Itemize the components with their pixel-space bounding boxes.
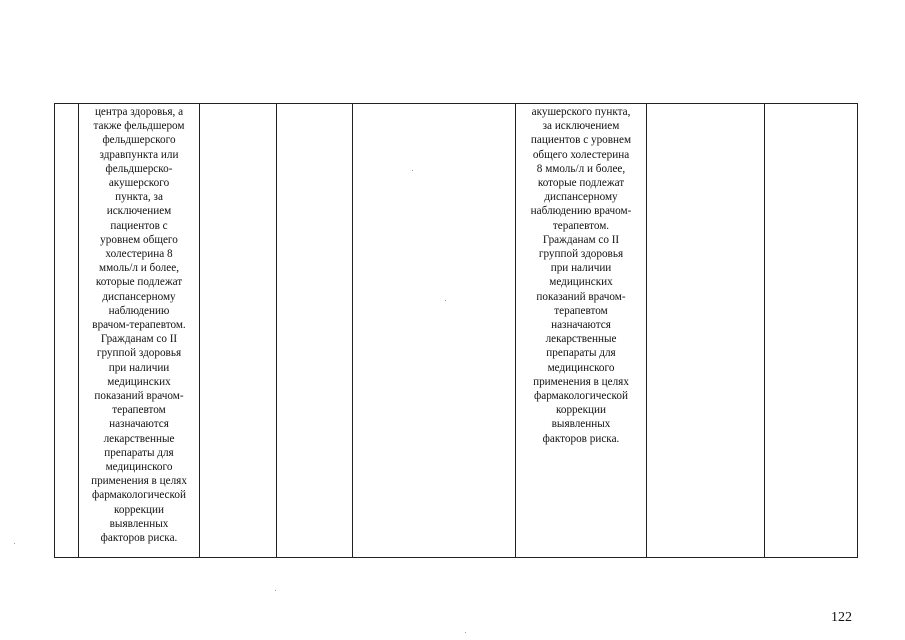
scan-speck xyxy=(445,300,446,301)
page-number: 122 xyxy=(831,610,852,625)
table-cell-5 xyxy=(353,104,516,558)
cell-text xyxy=(277,104,352,105)
table-cell-8 xyxy=(765,104,858,558)
table-cell-3 xyxy=(200,104,277,558)
cell-text xyxy=(765,104,857,105)
table-row xyxy=(55,104,858,558)
cell-text xyxy=(353,104,515,105)
scan-speck xyxy=(412,170,413,171)
table-cell-1 xyxy=(55,104,79,558)
cell-text xyxy=(55,104,78,105)
scan-speck xyxy=(14,543,15,544)
cell-text xyxy=(200,104,276,105)
table-cell-2 xyxy=(79,104,200,558)
scan-speck xyxy=(465,632,466,633)
cell-text xyxy=(647,104,764,105)
document-table xyxy=(54,103,858,558)
table-cell-6 xyxy=(516,104,647,558)
cell-text: центра здоровья, а также фельдшером фельдшерского здравпункта или фельдшерско- акушерского пункта, за исключением пациентов с уровнем общего холестерина 8 ммоль/л и более, которые подлежат диспансерному наблюдению врачом-терапевтом. Гражданам со II группой здоровья при наличии медицинских показаний врачом- терапевтом назначаются лекарственные препараты для медицинского применения в целях фармакологической коррекции выявленных факторов риска. xyxy=(91,106,187,545)
table-cell-7 xyxy=(647,104,765,558)
table-cell-4 xyxy=(277,104,353,558)
cell-text: акушерского пункта, за исключением пациентов с уровнем общего холестерина 8 ммоль/л и более, которые подлежат диспансерному наблюдению врачом- терапевтом. Гражданам со II группой здоровья при наличии медицинских показаний врачом- терапевтом назначаются лекарственные препараты для медицинского применения в целях фармакологической коррекции выявленных факторов риска. xyxy=(530,106,632,445)
scan-speck xyxy=(275,590,276,591)
